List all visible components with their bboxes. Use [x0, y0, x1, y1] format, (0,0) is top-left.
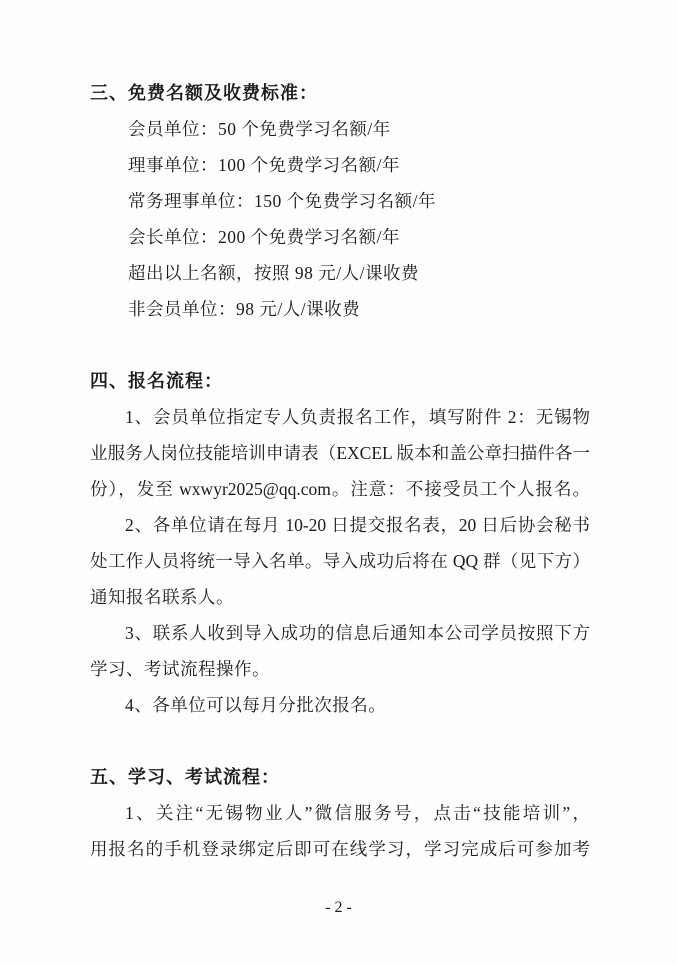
fee-item-executive-director: 常务理事单位：150 个免费学习名额/年 [128, 191, 436, 211]
section-registration-process [90, 363, 590, 723]
fee-item-over-quota: 超出以上名额，按照 98 元/人/课收费 [128, 263, 419, 283]
fee-item-member: 会员单位：50 个免费学习名额/年 [128, 119, 391, 139]
paragraph-step4 [90, 687, 590, 723]
section-fee-standards [90, 75, 590, 327]
paragraph-step1 [90, 399, 590, 507]
paragraph-line: 3、联系人收到导入成功的信息后通知本公司学员按照下方 [125, 623, 590, 643]
paragraph-line: 用报名的手机登录绑定后即可在线学习，学习完成后可参加考 [90, 839, 590, 859]
fee-item-non-member: 非会员单位：98 元/人/课收费 [128, 299, 361, 319]
section-heading: 五、学习、考试流程： [90, 767, 280, 787]
paragraph-line: 通知报名联系人。 [90, 587, 234, 607]
section-study-exam-process [90, 759, 590, 867]
page-number: - 2 - [325, 899, 352, 916]
paragraph-line: 2、各单位请在每月 10-20 日提交报名表，20 日后协会秘书 [125, 515, 590, 535]
paragraph-line: 处工作人员将统一导入名单。导入成功后将在 QQ 群（见下方） [90, 551, 590, 571]
fee-item-president: 会长单位：200 个免费学习名额/年 [128, 227, 400, 247]
paragraph-line: 1、关注“无锡物业人”微信服务号，点击“技能培训”， [125, 803, 590, 823]
fee-item-director: 理事单位：100 个免费学习名额/年 [128, 155, 400, 175]
section-heading: 三、免费名额及收费标准： [90, 83, 318, 103]
section-heading: 四、报名流程： [90, 371, 223, 391]
paragraph-line: 学习、考试流程操作。 [90, 659, 270, 679]
paragraph-step2 [90, 507, 590, 615]
paragraph-line: 4、各单位可以每月分批次报名。 [125, 695, 387, 715]
paragraph-line: 1、会员单位指定专人负责报名工作，填写附件 2：无锡物 [125, 407, 590, 427]
paragraph-step3 [90, 615, 590, 687]
paragraph-line: 业服务人岗位技能培训申请表（EXCEL 版本和盖公章扫描件各一 [90, 443, 590, 463]
paragraph-line: 份），发至 wxwyr2025@qq.com。注意：不接受员工个人报名。 [90, 479, 590, 499]
paragraph-study-step1 [90, 795, 590, 867]
